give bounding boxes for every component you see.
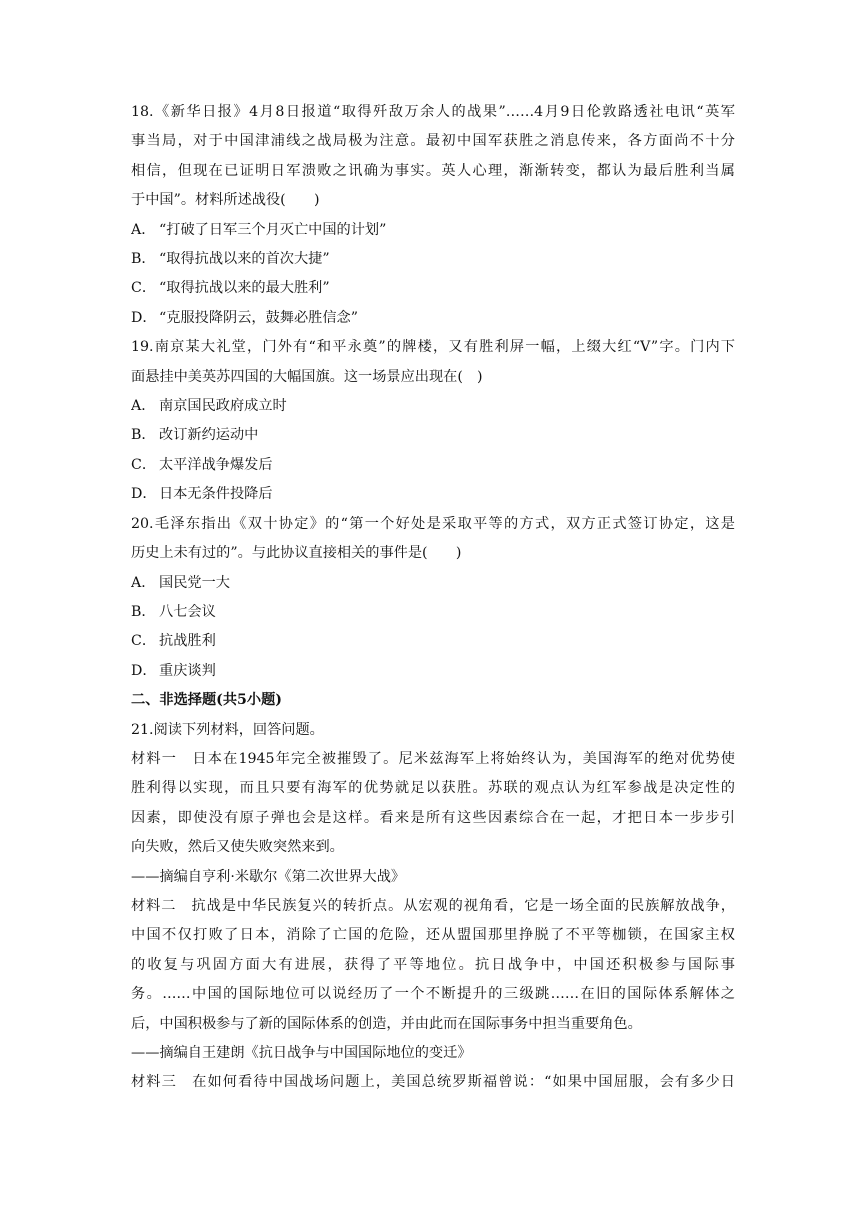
question-19-option-b [131, 421, 735, 450]
material-three [131, 1068, 735, 1097]
question-18-option-b [131, 245, 735, 274]
material-line: 后，中国积极参与了新的国际体系的创造，并由此而在国际事务中担当重要角色。 [131, 1015, 642, 1032]
question-20-option-d [131, 657, 735, 686]
material-line: 务。……中国的国际地位可以说经历了一个不断提升的三级跳……在旧的国际体系解体之 [131, 986, 735, 1003]
question-18-stem-line: 于中国”。材料所述战役( ) [131, 192, 320, 209]
material-line: 材料一 日本在1945年完全被摧毁了。尼米兹海军上将始终认为，美国海军的绝对优势使 [131, 750, 735, 767]
question-21 [131, 716, 735, 1098]
option-letter: D． [131, 486, 157, 503]
question-18 [131, 98, 735, 333]
option-letter: B． [131, 603, 156, 620]
option-text: 改订新约运动中 [159, 427, 259, 444]
option-letter: A． [131, 574, 156, 591]
question-21-stem: 21.阅读下列材料，回答问题。 [131, 721, 324, 738]
material-source: ——摘编自王建朗《抗日战争与中国国际地位的变迁》 [131, 1045, 472, 1061]
material-line: 的收复与巩固方面大有进展，获得了平等地位。抗日战争中，中国还积极参与国际事 [131, 956, 735, 973]
question-18-option-d [131, 304, 735, 333]
option-text: 八七会议 [159, 603, 216, 620]
question-20-option-c [131, 627, 735, 656]
question-20-stem-line: 20.毛泽东指出《双十协定》的“第一个好处是采取平等的方式，双方正式签订协定，这是 [131, 515, 735, 532]
question-19 [131, 333, 735, 509]
material-line: 胜利得以实现，而且只要有海军的优势就足以获胜。苏联的观点认为红军参战是决定性的 [131, 780, 735, 797]
option-letter: D． [131, 309, 157, 326]
question-20 [131, 510, 735, 686]
option-text: “打破了日军三个月灭亡中国的计划” [159, 221, 387, 238]
section-title: 二、非选择题(共5小题) [131, 692, 282, 709]
question-19-option-a [131, 392, 735, 421]
option-letter: C． [131, 280, 157, 297]
option-letter: C． [131, 456, 157, 473]
option-letter: A． [131, 221, 156, 238]
option-letter: A． [131, 398, 156, 415]
option-letter: B． [131, 427, 156, 444]
question-18-option-c [131, 274, 735, 303]
question-18-option-a [131, 216, 735, 245]
material-line: 材料二 抗战是中华民族复兴的转折点。从宏观的视角看，它是一场全面的民族解放战争， [131, 897, 735, 914]
question-19-option-c [131, 451, 735, 480]
question-20-stem-line: 历史上未有过的”。与此协议直接相关的事件是( ) [131, 545, 462, 562]
option-text: “克服投降阴云，鼓舞必胜信念” [159, 309, 358, 326]
question-19-option-d [131, 480, 735, 509]
option-letter: B． [131, 251, 156, 268]
question-20-option-b [131, 598, 735, 627]
material-line: 材料三 在如何看待中国战场问题上，美国总统罗斯福曾说：“如果中国屈服，会有多少日 [131, 1074, 735, 1091]
material-line: 因素，即使没有原子弹也会是这样。看来是所有这些因素综合在一起，才把日本一步步引 [131, 809, 735, 826]
option-text: “取得抗战以来的最大胜利” [159, 280, 330, 297]
option-text: 日本无条件投降后 [159, 486, 273, 503]
material-line: 中国不仅打败了日本，消除了亡国的危险，还从盟国那里挣脱了不平等枷锁，在国家主权 [131, 927, 735, 944]
option-text: 抗战胜利 [159, 633, 216, 650]
question-18-stem-line: 事当局，对于中国津浦线之战局极为注意。最初中国军获胜之消息传来，各方面尚不十分 [131, 133, 735, 150]
question-20-option-a [131, 569, 735, 598]
question-18-stem-line: 相信，但现在已证明日军溃败之讯确为事实。英人心理，渐渐转变，都认为最后胜利当属 [131, 162, 735, 179]
option-text: 国民党一大 [159, 574, 230, 591]
material-source: ——摘编自亨利·米歇尔《第二次世界大战》 [131, 868, 406, 885]
material-line: 向失败，然后又使失败突然来到。 [131, 839, 344, 856]
question-19-stem-line: 面悬挂中美英苏四国的大幅国旗。这一场景应出现在( ) [131, 368, 483, 385]
option-text: 重庆谈判 [159, 662, 216, 679]
option-text: 南京国民政府成立时 [159, 398, 287, 415]
exam-page [131, 98, 735, 1098]
material-one [131, 745, 735, 892]
option-letter: D． [131, 662, 157, 679]
option-text: “取得抗战以来的首次大捷” [159, 251, 330, 268]
option-letter: C． [131, 633, 157, 650]
question-18-stem-line: 18.《新华日报》4月8日报道“取得歼敌万余人的战果”……4月9日伦敦路透社电讯“英军 [131, 104, 735, 120]
option-text: 太平洋战争爆发后 [159, 456, 273, 473]
material-two [131, 892, 735, 1068]
question-19-stem-line: 19.南京某大礼堂，门外有“和平永奠”的牌楼，又有胜利屏一幅，上缀大红“V”字。门内下 [131, 339, 735, 356]
